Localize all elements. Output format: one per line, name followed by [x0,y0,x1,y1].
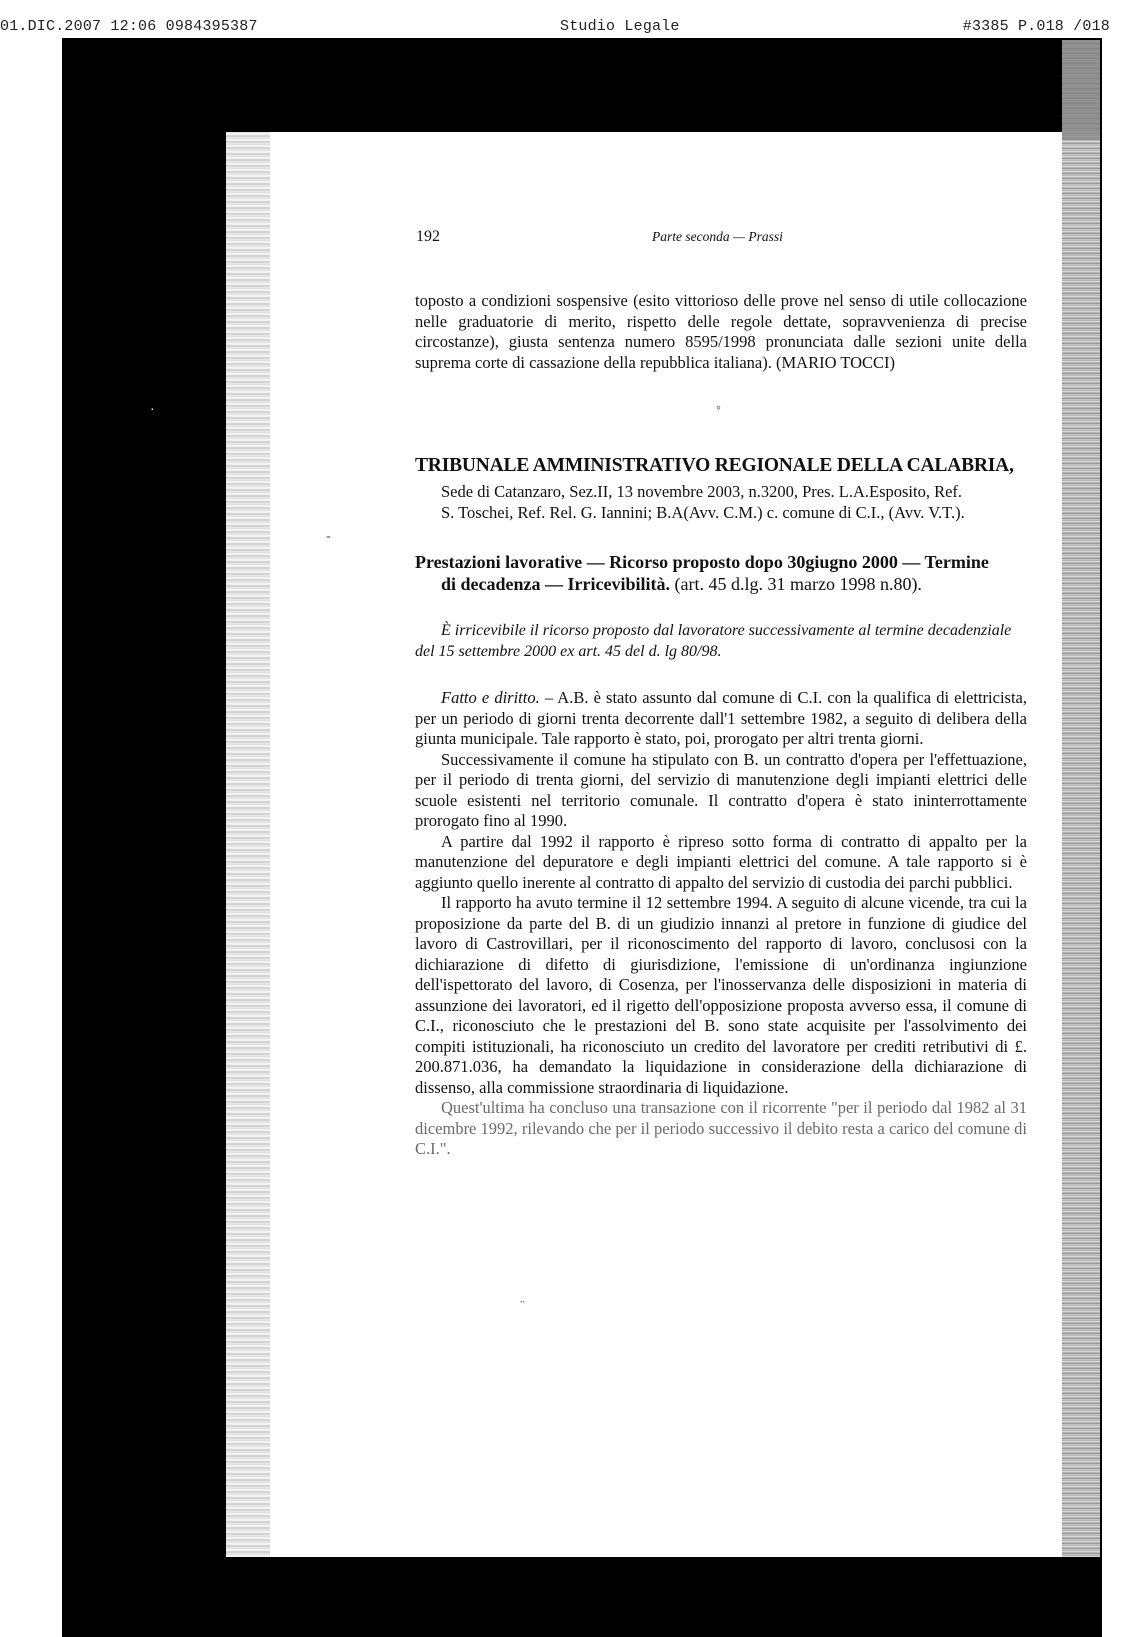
summary-reference: (art. 45 d.lg. 31 marzo 1998 n.80). [669,574,922,594]
summary-heading-2: di decadenza — Irricevibilità. [441,574,670,594]
page-edge-left [226,132,270,1557]
page-edge-right-top [1062,40,1100,140]
court-meta-line-1: Sede di Catanzaro, Sez.II, 13 novembre 2003, n.3200, Pres. L.A.Esposito, Ref. [441,482,963,501]
court-metadata [441,481,1031,523]
scan-mark: - [326,529,331,544]
page-edge-right [1062,40,1100,1557]
fax-header [0,0,1130,38]
scan-mark: ¨ [520,1299,525,1314]
page-number: 192 [416,228,440,245]
fax-header-left: 01.DIC.2007 12:06 0984395387 [0,18,258,35]
body-text [415,688,1027,1160]
case-summary [415,551,1027,595]
running-head: Parte seconda — Prassi [652,229,783,244]
paragraph-2: Successivamente il comune ha stipulato con B. un contratto d'opera per l'effettuazione, per il periodo di trenta giorni, del servizio di manutenzione degli impianti elettrici delle scuole esistenti nel territorio comunale. Il contratto d'opera è stato ininterrottamente prorogato fino al 1990. [415,749,1027,830]
scan-mark: ◦ [716,401,721,416]
paragraph-1: Fatto e diritto. – A.B. è stato assunto dal comune di C.I. con la qualifica di elettricista, per un periodo di giorni trenta decorrente dall'1 settembre 1982, a seguito di delibera della giunta municipale. Tale rapporto è stato, poi, prorogato per altri trenta giorni. [415,688,1027,748]
paragraph-3: A partire dal 1992 il rapporto è ripreso sotto forma di contratto di appalto per la manutenzione del depuratore e degli impianti elettrici del comune. A tale rapporto si è aggiunto quello inerente al contratto di appalto del servizio di custodia dei parchi pubblici. [415,831,1027,892]
paragraph-4: Il rapporto ha avuto termine il 12 settembre 1994. A seguito di alcune vicende, tra cui la proposizione da parte del B. di un giudizio innanzi al pretore in funzione di giudice del lavoro di Castrovillari, per il riconoscimento del rapporto di lavoro, conclusosi con la dichiarazione di difetto di giurisdizione, l'emissione di un'ordinanza ingiunzione dell'ispettorato del lavoro, di Cosenza, per l'inosservanza delle disposizioni in materia di assunzione dei lavoratori, ed il rigetto dell'opposizione proposta avverso essa, il comune di C.I., riconosciuto che le prestazioni del B. sono state acquisite per l'assolvimento dei compiti istituzionali, ha riconosciuto un credito del lavoratore per crediti retributivi di £. 200.871.036, ha demandato la liquidazione in considerazione della dichiarazione di dissenso, alla commissione straordinaria di liquidazione. [415,893,1027,1097]
fatto-label: Fatto e diritto. [441,688,540,707]
paragraph-5: Quest'ultima ha concluso una transazione con il ricorrente "per il periodo dal 1982 al 31 dicembre 1992, rilevando che per il periodo successivo il debito resta a carico del comune di C.I.". [415,1098,1027,1158]
fax-header-center: Studio Legale [560,18,680,35]
fax-header-right: #3385 P.018 /018 [962,18,1110,35]
top-paragraph: toposto a condizioni sospensive (esito vittorioso delle prove nel senso di utile collocazione nelle graduatorie di merito, rispetto delle regole dettate, sopravvenienza di precise circostanze), giusta sentenza numero 8595/1998 pronunciata dalle sezioni unite della suprema corte di cassazione della repubblica italiana). (MARIO TOCCI) [415,291,1027,372]
summary-heading-1: Prestazioni lavorative — Ricorso proposto dopo 30giugno 2000 — Termine [415,552,989,572]
court-meta-line-2: S. Toschei, Ref. Rel. G. Iannini; B.A(Avv. C.M.) c. comune di C.I., (Avv. V.T.). [441,503,965,522]
headnote: È irricevibile il ricorso proposto dal lavoratore successivamente al termine decadenziale del 15 settembre 2000 ex art. 45 del d. lg 80/98. [415,622,1012,660]
court-title: TRIBUNALE AMMINISTRATIVO REGIONALE DELLA CALABRIA, [415,455,1014,476]
scan-speck: · [150,403,155,418]
